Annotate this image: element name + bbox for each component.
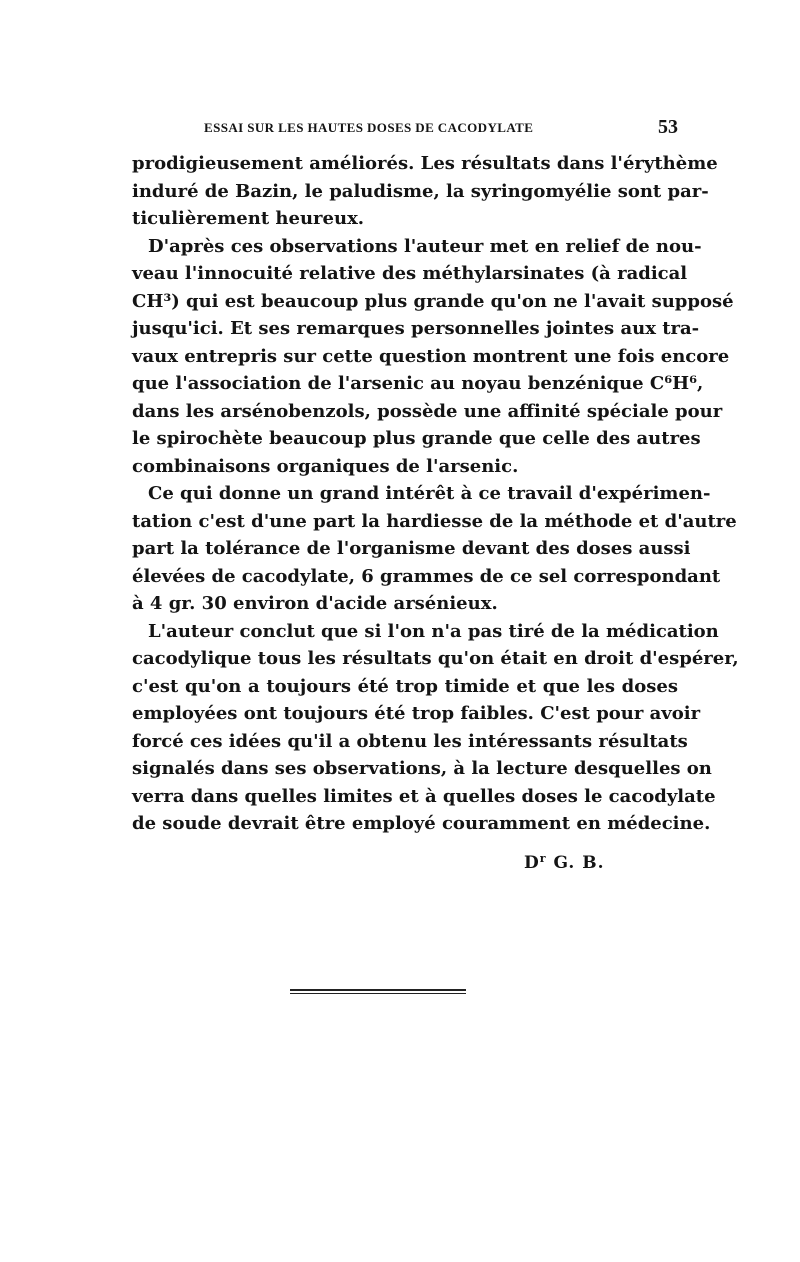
running-header xyxy=(132,116,678,140)
text-line-7: jusqu'ici. Et ses remarques personnelles jointes aux tra- xyxy=(132,318,700,339)
text-line-13: Ce qui donne un grand intérêt à ce travail d'expérimen- xyxy=(148,483,711,504)
signature-superscript: r xyxy=(539,852,547,865)
text-line-22: forcé ces idées qu'il a obtenu les intéressants résultats xyxy=(132,730,688,752)
text-line-15: part la tolérance de l'organisme devant des doses aussi xyxy=(132,538,691,559)
text-line-5: veau l'innocuité relative des méthylarsinates (à radical xyxy=(132,263,688,284)
text-line-1: prodigieusement améliorés. Les résultats dans l'érythème xyxy=(132,153,718,174)
text-line-17: à 4 gr. 30 environ d'acide arsénieux. xyxy=(132,593,498,614)
text-line-9: que l'association de l'arsenic au noyau benzénique C⁶H⁶, xyxy=(132,373,704,394)
text-line-3: ticulièrement heureux. xyxy=(132,208,365,229)
text-line-19: cacodylique tous les résultats qu'on était en droit d'espérer, xyxy=(132,648,739,669)
running-title: ESSAI SUR LES HAUTES DOSES DE CACODYLATE xyxy=(204,120,534,135)
closing-rule-bottom xyxy=(290,993,466,994)
signature-prefix: D xyxy=(524,853,540,873)
closing-rule-top xyxy=(290,989,466,991)
text-line-14: tation c'est d'une part la hardiesse de la méthode et d'autre xyxy=(132,510,737,532)
text-line-16: élevées de cacodylate, 6 grammes de ce sel correspondant xyxy=(132,565,721,587)
text-line-18: L'auteur conclut que si l'on n'a pas tiré de la médication xyxy=(148,620,719,642)
text-line-8: vaux entrepris sur cette question montrent une fois encore xyxy=(132,345,730,367)
text-line-12: combinaisons organiques de l'arsenic. xyxy=(132,455,519,477)
text-line-10: dans les arsénobenzols, possède une affinité spéciale pour xyxy=(132,400,723,422)
text-line-25: de soude devrait être employé couramment en médecine. xyxy=(132,813,711,834)
body-text xyxy=(132,150,739,838)
text-line-4: D'après ces observations l'auteur met en relief de nou- xyxy=(148,235,702,257)
text-line-24: verra dans quelles limites et à quelles doses le cacodylate xyxy=(132,785,716,807)
text-line-20: c'est qu'on a toujours été trop timide et que les doses xyxy=(132,675,678,697)
text-line-11: le spirochète beaucoup plus grande que celle des autres xyxy=(132,428,701,449)
text-line-21: employées ont toujours été trop faibles. C'est pour avoir xyxy=(132,703,701,724)
page-number: 53 xyxy=(658,116,678,138)
text-line-2: induré de Bazin, le paludisme, la syringomyélie sont par- xyxy=(132,180,709,202)
text-line-6: CH³) qui est beaucoup plus grande qu'on ne l'avait supposé xyxy=(132,290,734,312)
text-line-23: signalés dans ses observations, à la lecture desquelles on xyxy=(132,758,712,779)
signature-initials: G. B. xyxy=(546,853,605,873)
signature xyxy=(524,852,605,873)
